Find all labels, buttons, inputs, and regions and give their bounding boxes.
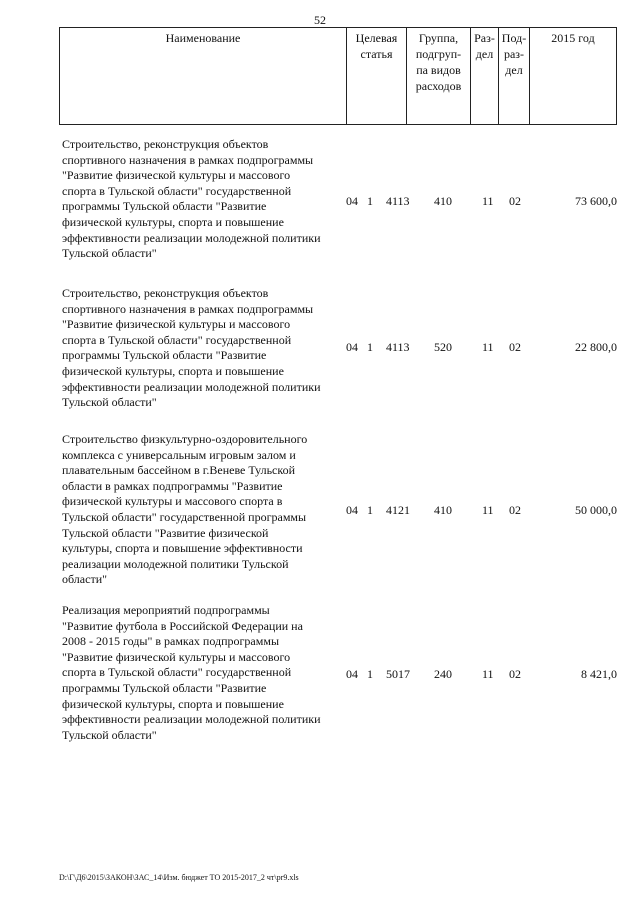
row-target-article-part1: 04	[346, 667, 358, 681]
row-target-article-part1: 04	[346, 340, 358, 354]
table-header	[59, 27, 617, 125]
page-number: 52	[314, 13, 326, 27]
row-amount: 73 600,0	[575, 194, 617, 208]
header-subsection: Под- раз- дел	[501, 31, 527, 77]
footer-file-path: D:\Г\Д6\2015\ЗАКОН\ЗАС_14\Изм. бюджет ТО 2015-2017_2 чт\pr9.xls	[59, 873, 299, 882]
header-subsection-cell	[499, 28, 530, 124]
row-group: 240	[434, 667, 452, 681]
header-name-cell	[60, 28, 347, 124]
row-target-article-part2: 1	[367, 194, 373, 208]
row-name: Строительство физкультурно-оздоровительного комплекса с универсальным игровым залом и плавательным бассейном в г.Веневе Тульской области в рамках подпрограммы "Развитие физической культуры и массового спорта в Тульской области" государственной программы Тульской области "Развитие физической культуры, спорта и повышение эффективности реализации молодежной политики Тульской области"	[62, 432, 308, 587]
row-group: 520	[434, 340, 452, 354]
row-subsection: 02	[509, 667, 521, 681]
row-subsection: 02	[509, 194, 521, 208]
header-section: Раз- дел	[474, 31, 495, 61]
header-name: Наименование	[165, 31, 241, 45]
row-section: 11	[482, 340, 494, 354]
row-target-article-part2: 1	[367, 340, 373, 354]
row-target-article-part1: 04	[346, 194, 358, 208]
row-section: 11	[482, 667, 494, 681]
row-target-article-part3: 4113	[386, 340, 410, 354]
header-year: 2015 год	[551, 31, 595, 45]
header-group: Группа, подгруп- па видов расходов	[415, 31, 462, 93]
row-subsection: 02	[509, 340, 521, 354]
row-name: Строительство, реконструкция объектов спортивного назначения в рамках подпрограммы "Развитие физической культуры и массового спорта в Тульской области" государственной программы Тульской области "Развитие физической культуры, спорта и повышение эффективности реализации молодежной политики Тульской области"	[62, 137, 321, 261]
row-target-article-part2: 1	[367, 667, 373, 681]
row-target-article-part2: 1	[367, 503, 373, 517]
row-amount: 50 000,0	[575, 503, 617, 517]
row-target-article-part3: 5017	[386, 667, 410, 681]
row-amount: 22 800,0	[575, 340, 617, 354]
row-section: 11	[482, 194, 494, 208]
row-subsection: 02	[509, 503, 521, 517]
row-target-article-part1: 04	[346, 503, 358, 517]
header-group-cell	[407, 28, 471, 124]
header-target-article-cell	[347, 28, 407, 124]
header-target-article: Целевая статья	[355, 31, 398, 61]
header-section-cell	[471, 28, 499, 124]
row-target-article-part3: 4121	[386, 503, 410, 517]
row-name: Строительство, реконструкция объектов спортивного назначения в рамках подпрограммы "Развитие физической культуры и массового спорта в Тульской области" государственной программы Тульской области "Развитие физической культуры, спорта и повышение эффективности реализации молодежной политики Тульской области"	[62, 286, 321, 410]
row-group: 410	[434, 503, 452, 517]
row-name: Реализация мероприятий подпрограммы "Развитие футбола в Российской Федерации на 2008 - 2015 годы" в рамках подпрограммы "Развитие физической культуры и массового спорта в Тульской области" государственной программы Тульской области "Развитие физической культуры, спорта и повышение эффективности реализации молодежной политики Тульской области"	[62, 603, 321, 742]
row-group: 410	[434, 194, 452, 208]
row-target-article-part3: 4113	[386, 194, 410, 208]
header-year-cell	[530, 28, 616, 124]
row-section: 11	[482, 503, 494, 517]
row-amount: 8 421,0	[581, 667, 617, 681]
